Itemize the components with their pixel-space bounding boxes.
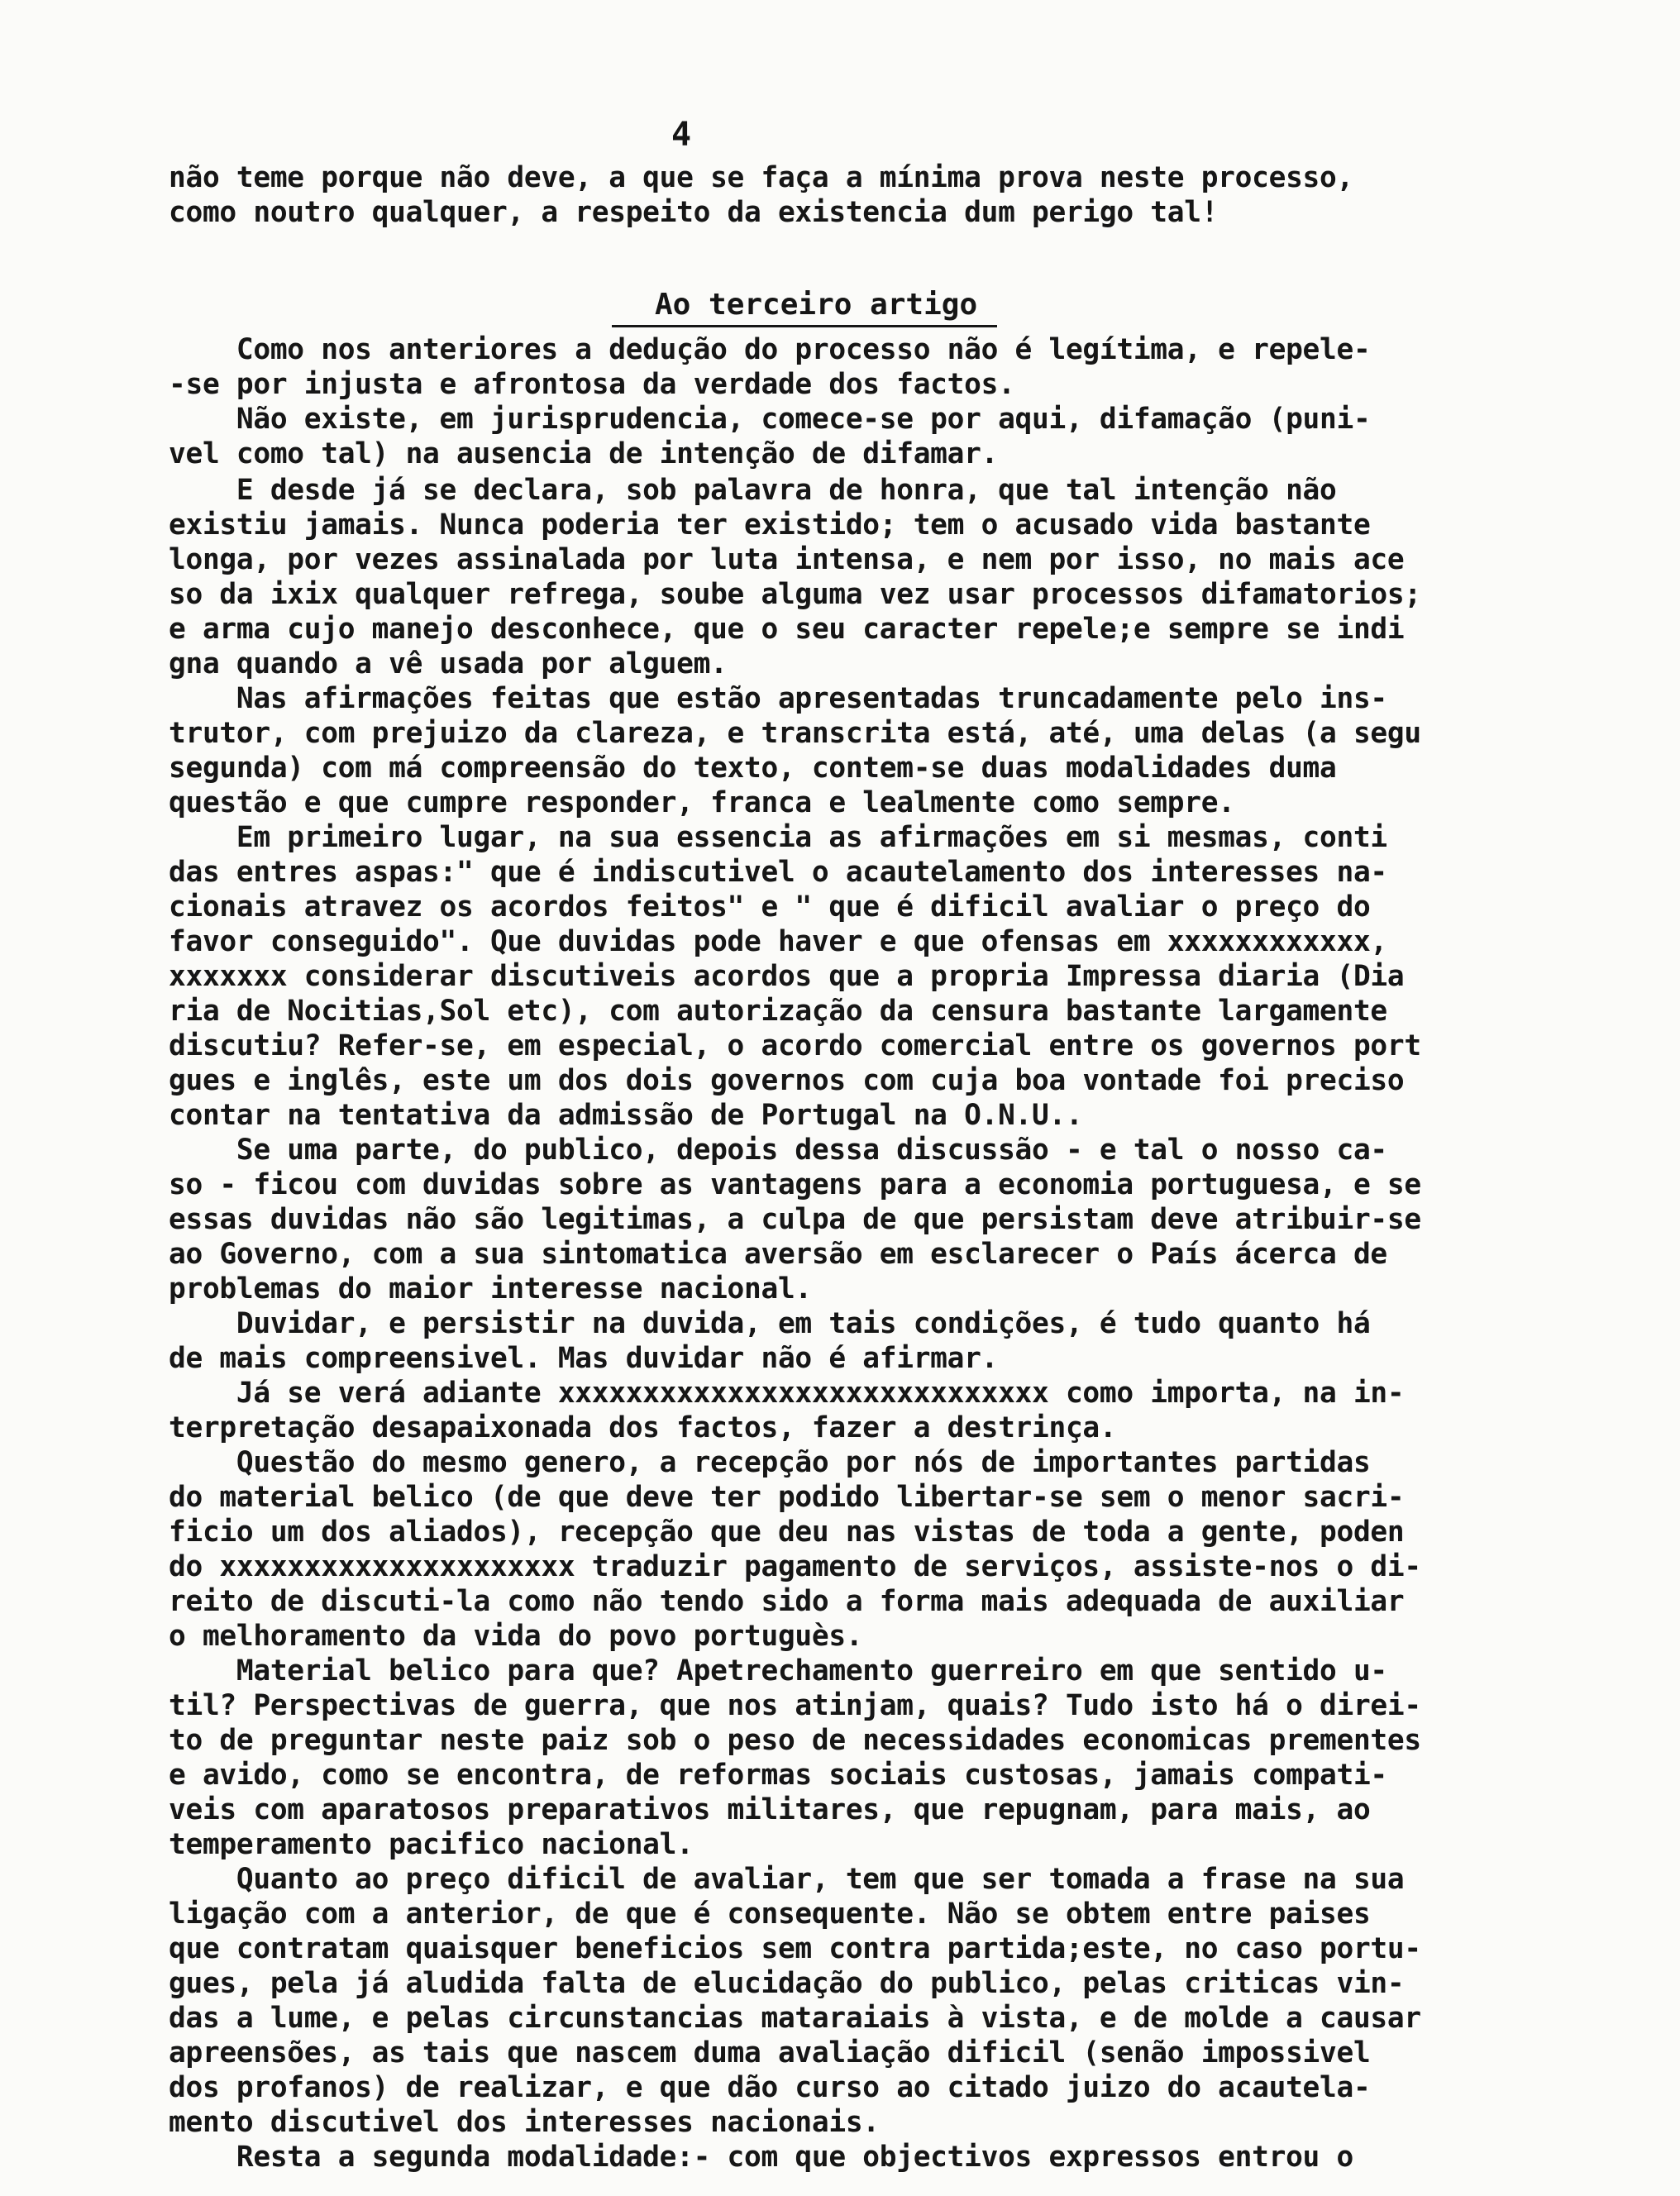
text-line: cionais atravez os acordos feitos" e " que é dificil avaliar o preço do — [169, 890, 1371, 924]
text-line: dos profanos) de realizar, e que dão curso ao citado juizo do acautela- — [169, 2071, 1371, 2104]
text-line: trutor, com prejuizo da clareza, e transcrita está, até, uma delas (a segu — [169, 717, 1421, 750]
text-line: do xxxxxxxxxxxxxxxxxxxxx traduzir pagamento de serviços, assiste-nos o di- — [169, 1550, 1421, 1583]
text-line: do material belico (de que deve ter podido libertar-se sem o menor sacri- — [169, 1481, 1405, 1514]
text-line: veis com aparatosos preparativos militares, que repugnam, para mais, ao — [169, 1793, 1371, 1826]
text-line: problemas do maior interesse nacional. — [169, 1272, 812, 1306]
text-line: ligação com a anterior, de que é consequente. Não se obtem entre paises — [169, 1898, 1371, 1931]
text-line: discutiu? Refer-se, em especial, o acordo comercial entre os governos port — [169, 1029, 1421, 1062]
text-line: mento discutivel dos interesses nacionais. — [169, 2106, 880, 2139]
text-line: Duvidar, e persistir na duvida, em tais condições, é tudo quanto há — [169, 1307, 1371, 1340]
text-line: Material belico para que? Apetrechamento guerreiro em que sentido u- — [169, 1654, 1387, 1688]
text-line: gues, pela já aludida falta de elucidação do publico, pelas criticas vin- — [169, 1967, 1405, 2000]
section-heading: Ao terceiro artigo — [612, 288, 997, 327]
text-line: til? Perspectivas de guerra, que nos atinjam, quais? Tudo isto há o direi- — [169, 1689, 1421, 1722]
text-line: so - ficou com duvidas sobre as vantagens para a economia portuguesa, e se — [169, 1168, 1421, 1201]
text-line: Resta a segunda modalidade:- com que objectivos expressos entrou o — [169, 2141, 1353, 2174]
text-line: terpretação desapaixonada dos factos, fazer a destrinça. — [169, 1411, 1117, 1444]
text-line: o melhoramento da vida do povo portuguès. — [169, 1620, 863, 1653]
text-line: questão e que cumpre responder, franca e lealmente como sempre. — [169, 786, 1235, 819]
text-line: Se uma parte, do publico, depois dessa discussão - e tal o nosso ca- — [169, 1134, 1387, 1167]
text-line: e arma cujo manejo desconhece, que o seu caracter repele;e sempre se indi — [169, 613, 1405, 646]
text-line: xxxxxxx considerar discutiveis acordos que a propria Impressa diaria (Dia — [169, 960, 1405, 993]
text-line: Como nos anteriores a dedução do processo não é legítima, e repele- — [169, 333, 1371, 366]
text-line: reito de discuti-la como não tendo sido a forma mais adequada de auxiliar — [169, 1585, 1405, 1618]
text-line: contar na tentativa da admissão de Portugal na O.N.U.. — [169, 1099, 1083, 1132]
text-line: Quanto ao preço dificil de avaliar, tem que ser tomada a frase na sua — [169, 1863, 1405, 1896]
text-line: to de preguntar neste paiz sob o peso de necessidades economicas prementes — [169, 1724, 1421, 1757]
text-line: E desde já se declara, sob palavra de honra, que tal intenção não — [169, 474, 1337, 507]
text-line: so da ixix qualquer refrega, soube alguma vez usar processos difamatorios; — [169, 578, 1421, 611]
text-line: que contratam quaisquer beneficios sem contra partida;este, no caso portu- — [169, 1932, 1421, 1965]
text-line: segunda) com má compreensão do texto, contem-se duas modalidades duma — [169, 752, 1337, 785]
text-line: longa, por vezes assinalada por luta intensa, e nem por isso, no mais ace — [169, 543, 1405, 576]
text-line: existiu jamais. Nunca poderia ter existido; tem o acusado vida bastante — [169, 508, 1371, 542]
text-line: ria de Nocitias,Sol etc), com autorização da censura bastante largamente — [169, 995, 1387, 1028]
text-line: favor conseguido". Que duvidas pode haver e que ofensas em xxxxxxxxxxxx, — [169, 925, 1387, 958]
text-line: ficio um dos aliados), recepção que deu nas vistas de toda a gente, poden — [169, 1516, 1405, 1549]
text-line: Já se verá adiante xxxxxxxxxxxxxxxxxxxxxxxxxxxxx como importa, na in- — [169, 1377, 1405, 1410]
text-line: essas duvidas não são legitimas, a culpa de que persistam deve atribuir-se — [169, 1203, 1421, 1236]
text-line: e avido, como se encontra, de reformas sociais custosas, jamais compati- — [169, 1759, 1387, 1792]
text-line: temperamento pacifico nacional. — [169, 1828, 694, 1861]
text-line: vel como tal) na ausencia de intenção de difamar. — [169, 437, 999, 470]
text-line: Questão do mesmo genero, a recepção por nós de importantes partidas — [169, 1446, 1371, 1479]
text-line: -se por injusta e afrontosa da verdade dos factos. — [169, 368, 1015, 401]
text-line: de mais compreensivel. Mas duvidar não é afirmar. — [169, 1342, 999, 1375]
text-line: gues e inglês, este um dos dois governos com cuja boa vontade foi preciso — [169, 1064, 1405, 1097]
text-line: gna quando a vê usada por alguem. — [169, 647, 728, 680]
text-line: não teme porque não deve, a que se faça a mínima prova neste processo, — [169, 161, 1353, 194]
text-line: ao Governo, com a sua sintomatica aversão em esclarecer o País ácerca de — [169, 1238, 1387, 1271]
text-line: Em primeiro lugar, na sua essencia as afirmações em si mesmas, conti — [169, 821, 1387, 854]
page-number: 4 — [671, 116, 692, 154]
text-line: das a lume, e pelas circunstancias mataraiais à vista, e de molde a causar — [169, 2002, 1421, 2035]
text-line: Nas afirmações feitas que estão apresentadas truncadamente pelo ins- — [169, 682, 1387, 715]
text-line: como noutro qualquer, a respeito da existencia dum perigo tal! — [169, 196, 1219, 229]
text-line: Não existe, em jurisprudencia, comece-se por aqui, difamação (puni- — [169, 403, 1371, 436]
text-line: apreensões, as tais que nascem duma avaliação dificil (senão impossivel — [169, 2036, 1371, 2069]
text-line: das entres aspas:" que é indiscutivel o acautelamento dos interesses na- — [169, 856, 1387, 889]
